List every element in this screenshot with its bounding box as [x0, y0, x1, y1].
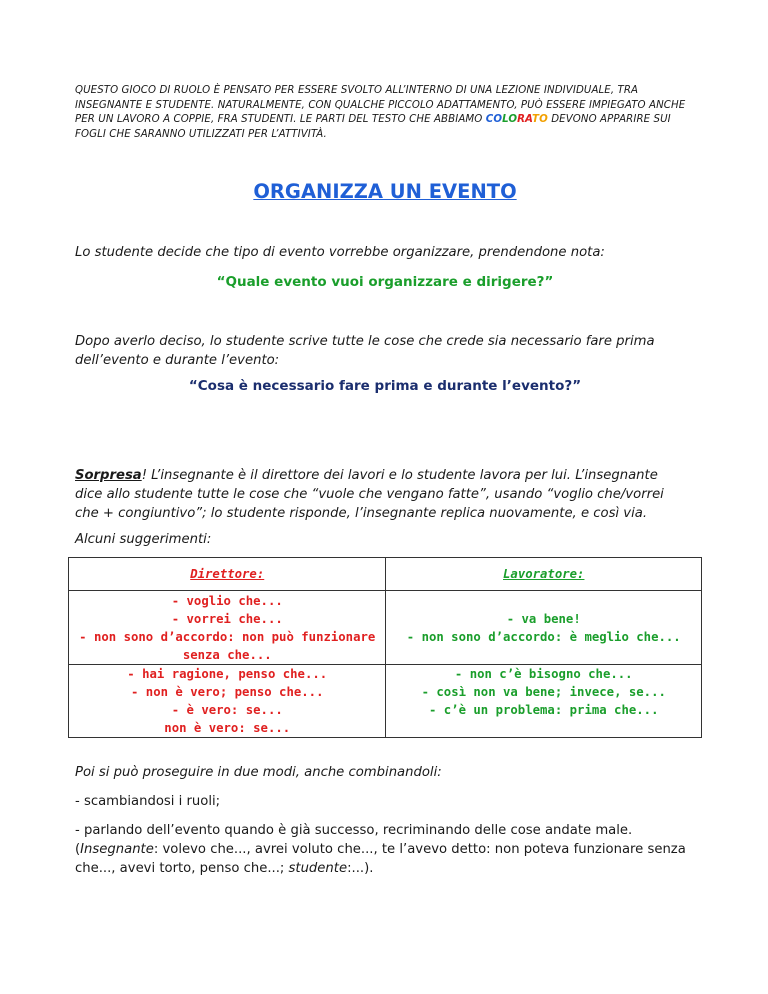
colorato-letter: A	[525, 114, 533, 126]
worker-phrase	[386, 719, 701, 737]
colorato-word	[486, 114, 548, 125]
director-phrase: - è vero: se...	[171, 703, 283, 717]
suggestions-label: Alcuni suggerimenti:	[75, 532, 212, 547]
intro-paragraph: Lo studente decide che tipo di evento vorrebbe organizzare, prendendone nota:	[75, 245, 605, 260]
teacher-label: Insegnante	[80, 842, 154, 857]
paragraph-after-decision: Dopo averlo deciso, lo studente scrive tutte le cose che crede sia necessario fare prima dell’evento e durante l’evento:	[75, 334, 655, 368]
intro-text-before: QUESTO GIOCO DI RUOLO È PENSATO PER ESSERE SVOLTO ALL’INTERNO DI UNA LEZIONE INDIVIDUALE, TRA INSEGNANTE E STUDENTE. NATURALMENTE, CON QUALCHE PICCOLO ADATTAMENTO, PUÒ ESSERE IMPIEGATO ANCHE PER UN LAVORO A COPPIE, FRA STUDENTI. LE PARTI DEL TESTO CHE ABBIAMO	[75, 85, 686, 126]
director-phrase: - non sono d’accordo: non può funzionare	[79, 630, 376, 644]
colorato-letter: O	[508, 114, 518, 126]
continue-paragraph: Poi si può proseguire in due modi, anche combinandoli:	[75, 765, 442, 780]
surprise-paragraph	[75, 466, 685, 523]
surprise-word: Sorpresa	[75, 468, 142, 483]
option-swap-roles: - scambiandosi i ruoli;	[75, 794, 221, 809]
colorato-letter: C	[485, 114, 494, 126]
suggestions-table	[68, 557, 702, 738]
page-title: ORGANIZZA UN EVENTO	[253, 180, 517, 203]
colorato-letter: O	[539, 114, 548, 126]
question-tasks: “Cosa è necessario fare prima e durante l’evento?”	[188, 378, 582, 394]
colorato-letter: L	[502, 114, 509, 126]
worker-phrase: - c’è un problema: prima che...	[428, 703, 659, 717]
colorato-letter: O	[493, 114, 503, 126]
director-phrase: - voglio che...	[171, 594, 283, 608]
option-after-event	[75, 821, 690, 878]
director-phrase: senza che...	[182, 648, 272, 662]
director-phrases-2	[69, 665, 386, 738]
director-phrase: - non è vero; penso che...	[130, 685, 324, 699]
director-phrase: non è vero: se...	[164, 721, 291, 735]
director-phrase: - vorrei che...	[171, 612, 283, 626]
header-director: Direttore:	[69, 558, 386, 591]
director-phrases-1	[69, 591, 386, 665]
colorato-letter: R	[517, 114, 526, 126]
header-worker: Lavoratore:	[386, 558, 702, 591]
intro-note	[75, 84, 695, 142]
worker-phrase: - non c’è bisogno che...	[454, 667, 633, 681]
student-label: studente	[288, 861, 348, 876]
colorato-letter: T	[532, 114, 540, 126]
surprise-text: ! L’insegnante è il direttore dei lavori e lo studente lavora per lui. L’insegnante dice allo studente tutte le cose che “vuole che vengano fatte”, usando “voglio che/vorrei che + congiuntivo”; lo studente risponde, l’insegnante replica nuovamente, e così via.	[75, 468, 664, 521]
worker-phrase: - va bene!	[506, 612, 581, 626]
director-phrase: - hai ragione, penso che...	[127, 667, 328, 681]
worker-phrases-2	[386, 665, 702, 738]
worker-phrases-1	[386, 591, 702, 665]
student-text: :...).	[347, 861, 374, 876]
worker-phrase: - così non va bene; invece, se...	[421, 685, 666, 699]
worker-phrase	[386, 646, 701, 664]
worker-phrase: - non sono d’accordo: è meglio che...	[406, 630, 681, 644]
intro-text-after: DEVONO APPARIRE SUI FOGLI CHE SARANNO UTILIZZATI PER L’ATTIVITÀ.	[75, 114, 671, 140]
option-after-event-line: - parlando dell’evento quando è già successo, recriminando delle cose andate male.	[75, 823, 633, 838]
teacher-text: : volevo che..., avrei voluto che..., te l’avevo detto: non poteva funzionare senza che..., avevi torto, penso che...;	[75, 842, 686, 876]
open-paren: (	[75, 842, 81, 857]
worker-phrase	[386, 592, 701, 610]
question-event: “Quale evento vuoi organizzare e dirigere?”	[216, 274, 554, 290]
